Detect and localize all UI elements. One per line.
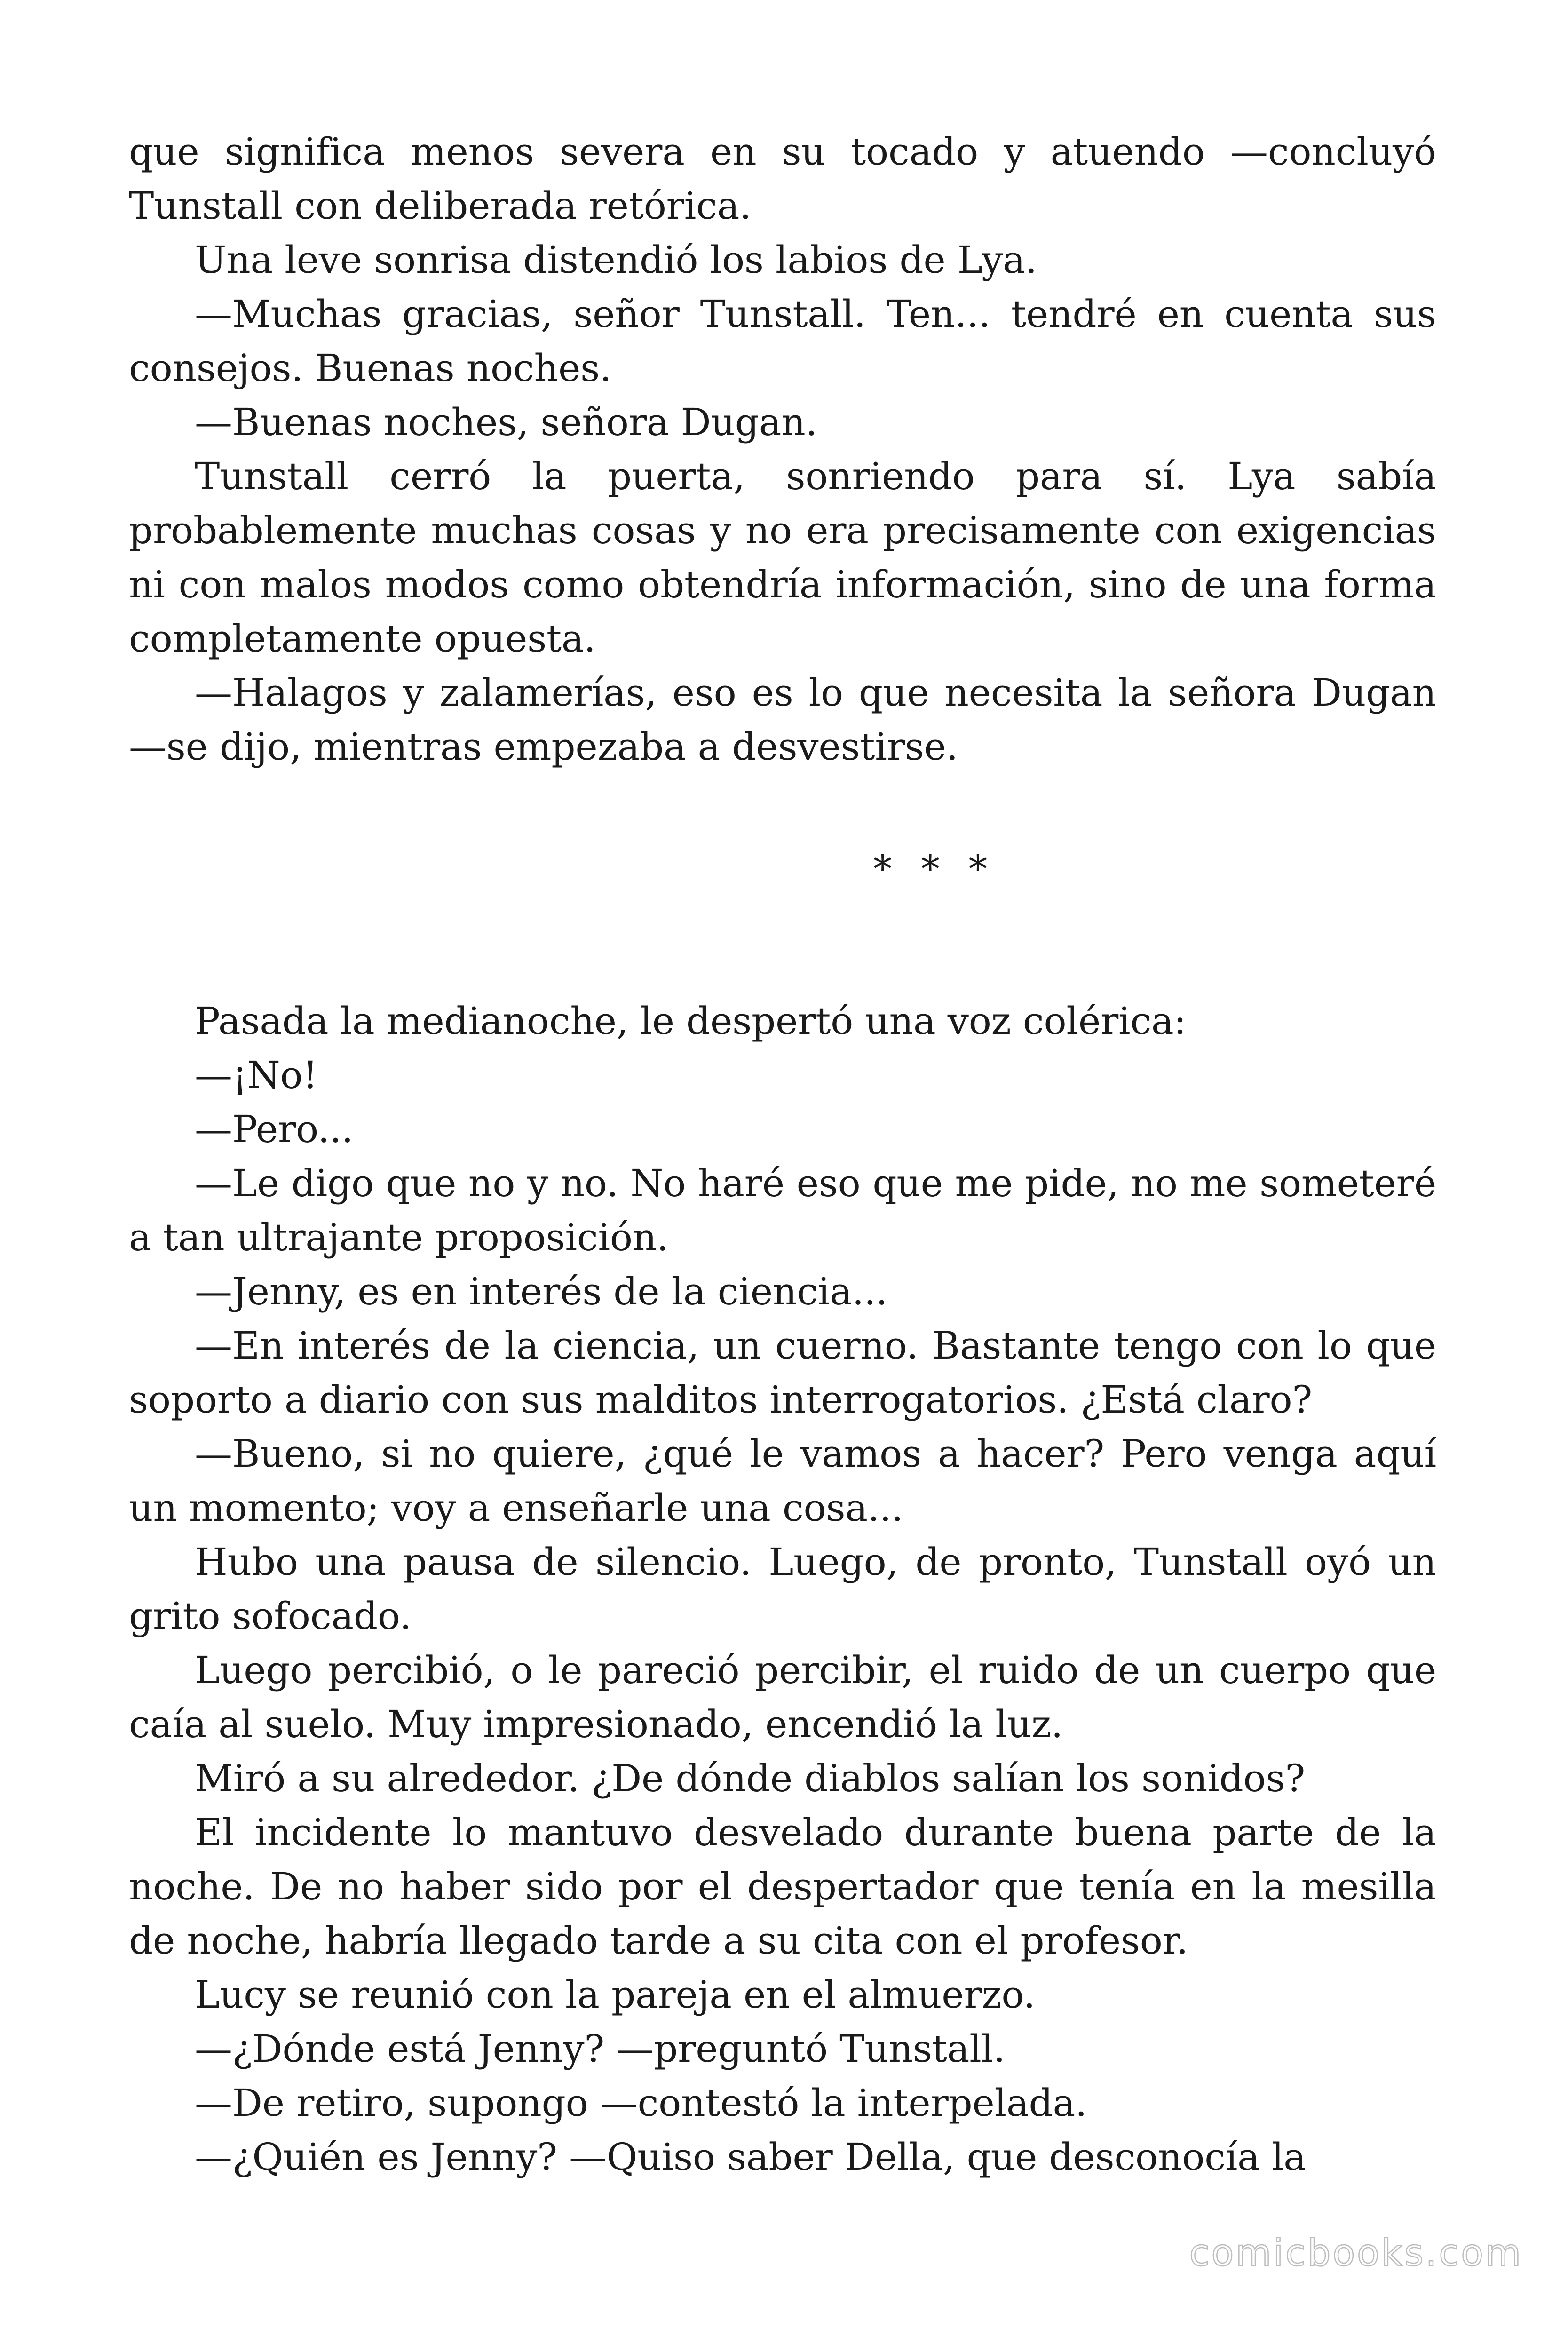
paragraph: —Muchas gracias, señor Tunstall. Ten... tendré en cuenta sus consejos. Buenas noches. <box>129 292 1436 390</box>
paragraph: —De retiro, supongo —contestó la interpelada. <box>195 2081 1087 2125</box>
paragraph: —¿Quién es Jenny? —Quiso saber Della, que desconocía la <box>195 2135 1306 2179</box>
paragraph: —Pero... <box>195 1107 354 1151</box>
paragraph: Tunstall cerró la puerta, sonriendo para sí. Lya sabía probablemente muchas cosas y no era precisamente con exigencias ni con malos modos como obtendría información, sino de una forma completamente opuesta. <box>129 454 1436 660</box>
paragraph: que significa menos severa en su tocado y atuendo —concluyó Tunstall con deliberada retórica. <box>129 130 1436 228</box>
paragraph: —Bueno, si no quiere, ¿qué le vamos a hacer? Pero venga aquí un momento; voy a enseñarle una cosa... <box>129 1432 1436 1530</box>
text-block-top <box>129 125 1436 774</box>
paragraph: El incidente lo mantuvo desvelado durante buena parte de la noche. De no haber sido por el despertador que tenía en la mesilla de noche, habría llegado tarde a su cita con el profesor. <box>129 1811 1436 1963</box>
watermark: comicbooks.com <box>1189 2232 1523 2274</box>
paragraph: —En interés de la ciencia, un cuerno. Bastante tengo con lo que soporto a diario con sus malditos interrogatorios. ¿Está claro? <box>129 1324 1436 1422</box>
paragraph: Luego percibió, o le pareció percibir, el ruido de un cuerpo que caía al suelo. Muy impresionado, encendió la luz. <box>129 1648 1436 1746</box>
paragraph: —¿Dónde está Jenny? —preguntó Tunstall. <box>195 2027 1006 2071</box>
paragraph: Miró a su alrededor. ¿De dónde diablos salían los sonidos? <box>195 1756 1306 1800</box>
paragraph: —Jenny, es en interés de la ciencia... <box>195 1270 888 1313</box>
paragraph: —Halagos y zalamerías, eso es lo que necesita la señora Dugan —se dijo, mientras empezaba a desvestirse. <box>129 671 1436 769</box>
paragraph: —Buenas noches, señora Dugan. <box>195 400 817 444</box>
paragraph: Una leve sonrisa distendió los labios de Lya. <box>195 238 1037 282</box>
section-separator <box>0 842 1568 896</box>
paragraph: Pasada la medianoche, le despertó una voz colérica: <box>195 999 1187 1043</box>
paragraph: —¡No! <box>195 1053 318 1097</box>
separator-asterisks: * * * <box>873 847 996 891</box>
paragraph: Hubo una pausa de silencio. Luego, de pronto, Tunstall oyó un grito sofocado. <box>129 1540 1436 1638</box>
paragraph: Lucy se reunió con la pareja en el almuerzo. <box>195 1973 1036 2017</box>
text-block-bottom <box>129 994 1436 2184</box>
paragraph: —Le digo que no y no. No haré eso que me pide, no me someteré a tan ultrajante proposición. <box>129 1161 1436 1259</box>
